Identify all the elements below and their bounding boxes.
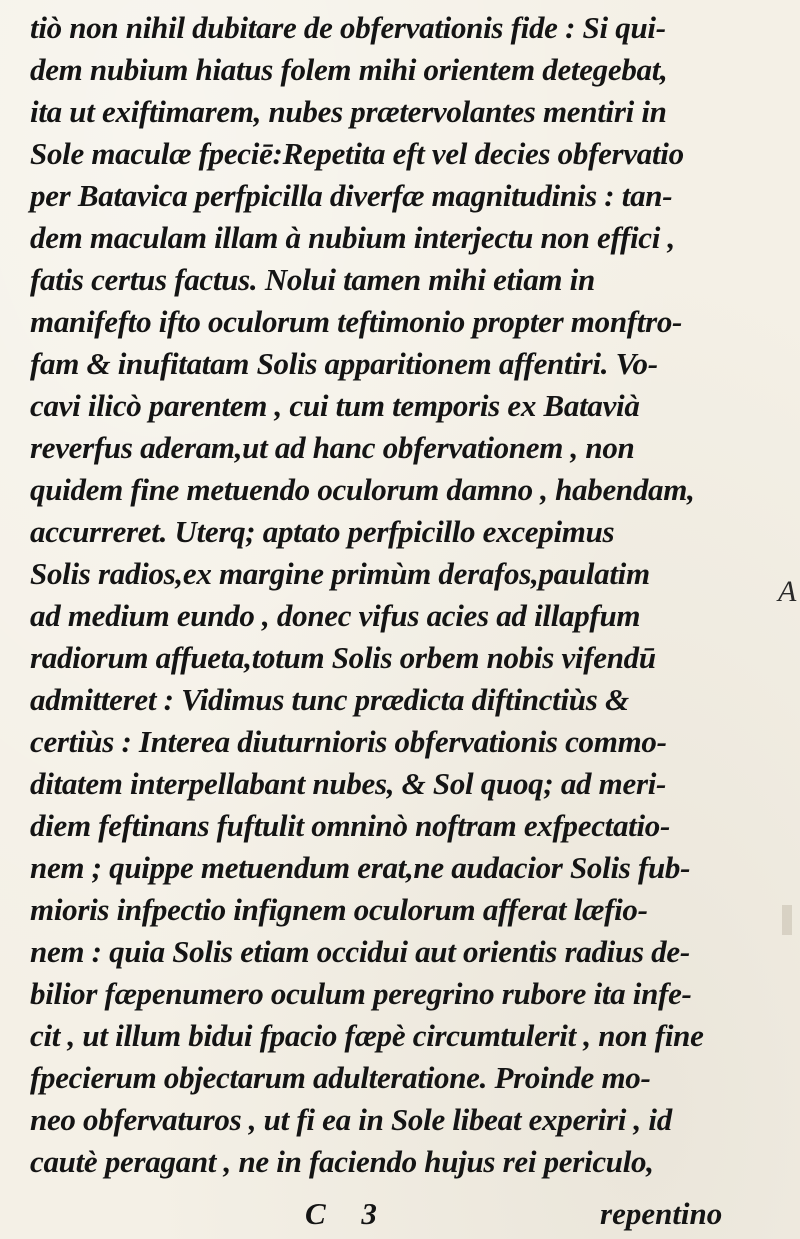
text-line: ditatem interpellabant nubes, & Sol quoq; ad meri- [30, 766, 667, 801]
text-line: neo obfervaturos , ut fi ea in Sole libeat experiri , id [30, 1102, 672, 1137]
text-line: manifefto ifto oculorum teftimonio propter monftro- [30, 304, 683, 339]
margin-note: A [778, 575, 797, 608]
text-line: Solis radios,ex margine primùm derafos,paulatim [30, 556, 650, 591]
margin-mark [782, 905, 792, 935]
text-line: fatis certus factus. Nolui tamen mihi etiam in [30, 262, 595, 297]
text-line: per Batavica perfpicilla diverfæ magnitudinis : tan- [30, 178, 673, 213]
text-line: dem nubium hiatus folem mihi orientem detegebat, [30, 52, 668, 87]
text-line: diem feftinans fuftulit omninò noftram exfpectatio- [30, 808, 671, 843]
text-line: dem maculam illam à nubium interjectu non effici , [30, 220, 675, 255]
text-line: admitteret : Vidimus tunc prædicta diftinctiùs & [30, 682, 629, 717]
text-line: fam & inufitatam Solis apparitionem affentiri. Vo- [30, 346, 658, 381]
text-line: Sole maculæ fpeciē:Repetita eft vel decies obfervatio [30, 136, 684, 171]
text-line: reverfus aderam,ut ad hanc obfervationem , non [30, 430, 635, 465]
text-line: cit , ut illum bidui fpacio fæpè circumtulerit , non fine [30, 1018, 704, 1053]
text-line: cavi ilicò parentem , cui tum temporis ex Batavià [30, 388, 640, 423]
text-line: accurreret. Uterq; aptato perfpicillo excepimus [30, 514, 615, 549]
text-line: radiorum affueta,totum Solis orbem nobis vifendū [30, 640, 656, 675]
text-line: nem : quia Solis etiam occidui aut orientis radius de- [30, 934, 690, 969]
signature-mark: C 3 [305, 1196, 391, 1231]
text-line: bilior fæpenumero oculum peregrino rubore ita infe- [30, 976, 692, 1011]
catchword: repentino [600, 1196, 723, 1231]
text-line: quidem fine metuendo oculorum damno , habendam, [30, 472, 695, 507]
text-line: certiùs : Interea diuturnioris obfervationis commo- [30, 724, 667, 759]
text-line: mioris infpectio infignem oculorum afferat læfio- [30, 892, 648, 927]
text-line: nem ; quippe metuendum erat,ne audacior Solis fub- [30, 850, 691, 885]
text-line: ita ut exiftimarem, nubes prætervolantes mentiri in [30, 94, 667, 129]
text-line: fpecierum objectarum adulteratione. Proinde mo- [30, 1060, 651, 1095]
text-line: ad medium eundo , donec vifus acies ad illapfum [30, 598, 641, 633]
text-line: tiò non nihil dubitare de obfervationis fide : Si qui- [30, 10, 666, 45]
text-line: cautè peragant , ne in faciendo hujus rei periculo, [30, 1144, 654, 1179]
